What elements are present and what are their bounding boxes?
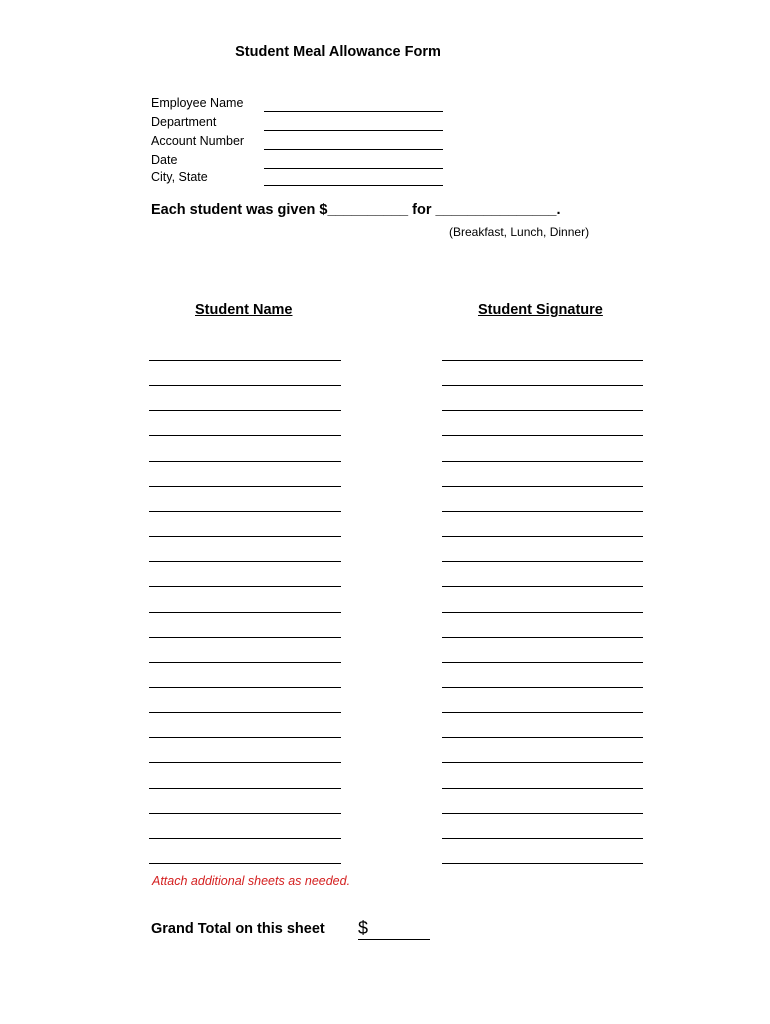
student-signature-line[interactable] — [442, 712, 643, 713]
date-field[interactable] — [264, 168, 443, 169]
student-signature-header: Student Signature — [478, 302, 603, 318]
student-name-line[interactable] — [149, 687, 341, 688]
student-signature-line[interactable] — [442, 788, 643, 789]
student-signature-line[interactable] — [442, 612, 643, 613]
student-name-line[interactable] — [149, 561, 341, 562]
city-state-field[interactable] — [264, 185, 443, 186]
dollar-sign: $ — [358, 918, 369, 938]
student-signature-line[interactable] — [442, 637, 643, 638]
employee-name-label: Employee Name — [151, 96, 244, 110]
student-signature-line[interactable] — [442, 687, 643, 688]
student-name-line[interactable] — [149, 637, 341, 638]
student-signature-line[interactable] — [442, 435, 643, 436]
student-signature-line[interactable] — [442, 385, 643, 386]
student-name-line[interactable] — [149, 788, 341, 789]
student-signature-line[interactable] — [442, 410, 643, 411]
student-signature-line[interactable] — [442, 662, 643, 663]
student-signature-line[interactable] — [442, 536, 643, 537]
attach-note: Attach additional sheets as needed. — [152, 874, 351, 888]
account-number-label: Account Number — [151, 134, 245, 148]
student-name-line[interactable] — [149, 461, 341, 462]
student-name-line[interactable] — [149, 486, 341, 487]
account-number-field[interactable] — [264, 149, 443, 150]
student-signature-line[interactable] — [442, 360, 643, 361]
student-signature-line[interactable] — [442, 813, 643, 814]
student-name-line[interactable] — [149, 863, 341, 864]
student-signature-line[interactable] — [442, 737, 643, 738]
meals-hint: (Breakfast, Lunch, Dinner) — [449, 225, 590, 239]
student-name-line[interactable] — [149, 737, 341, 738]
allowance-statement: Each student was given $__________ for _______________. — [151, 202, 561, 218]
department-field[interactable] — [264, 130, 443, 131]
student-name-line[interactable] — [149, 612, 341, 613]
student-name-line[interactable] — [149, 586, 341, 587]
student-name-header: Student Name — [195, 302, 293, 318]
employee-name-field[interactable] — [264, 111, 443, 112]
student-signature-line[interactable] — [442, 561, 643, 562]
student-name-line[interactable] — [149, 360, 341, 361]
student-name-line[interactable] — [149, 662, 341, 663]
student-name-line[interactable] — [149, 536, 341, 537]
student-name-line[interactable] — [149, 385, 341, 386]
form-title: Student Meal Allowance Form — [235, 44, 441, 60]
city-state-label: City, State — [151, 170, 208, 184]
student-signature-line[interactable] — [442, 486, 643, 487]
grand-total-label: Grand Total on this sheet — [151, 921, 325, 937]
student-name-line[interactable] — [149, 712, 341, 713]
student-signature-line[interactable] — [442, 762, 643, 763]
student-name-line[interactable] — [149, 838, 341, 839]
student-signature-line[interactable] — [442, 586, 643, 587]
date-label: Date — [151, 153, 178, 167]
department-label: Department — [151, 115, 217, 129]
student-name-line[interactable] — [149, 410, 341, 411]
student-name-line[interactable] — [149, 762, 341, 763]
student-signature-line[interactable] — [442, 511, 643, 512]
student-name-line[interactable] — [149, 813, 341, 814]
student-signature-line[interactable] — [442, 461, 643, 462]
student-signature-line[interactable] — [442, 838, 643, 839]
grand-total-field[interactable] — [358, 939, 430, 940]
student-name-line[interactable] — [149, 435, 341, 436]
student-name-line[interactable] — [149, 511, 341, 512]
student-signature-line[interactable] — [442, 863, 643, 864]
